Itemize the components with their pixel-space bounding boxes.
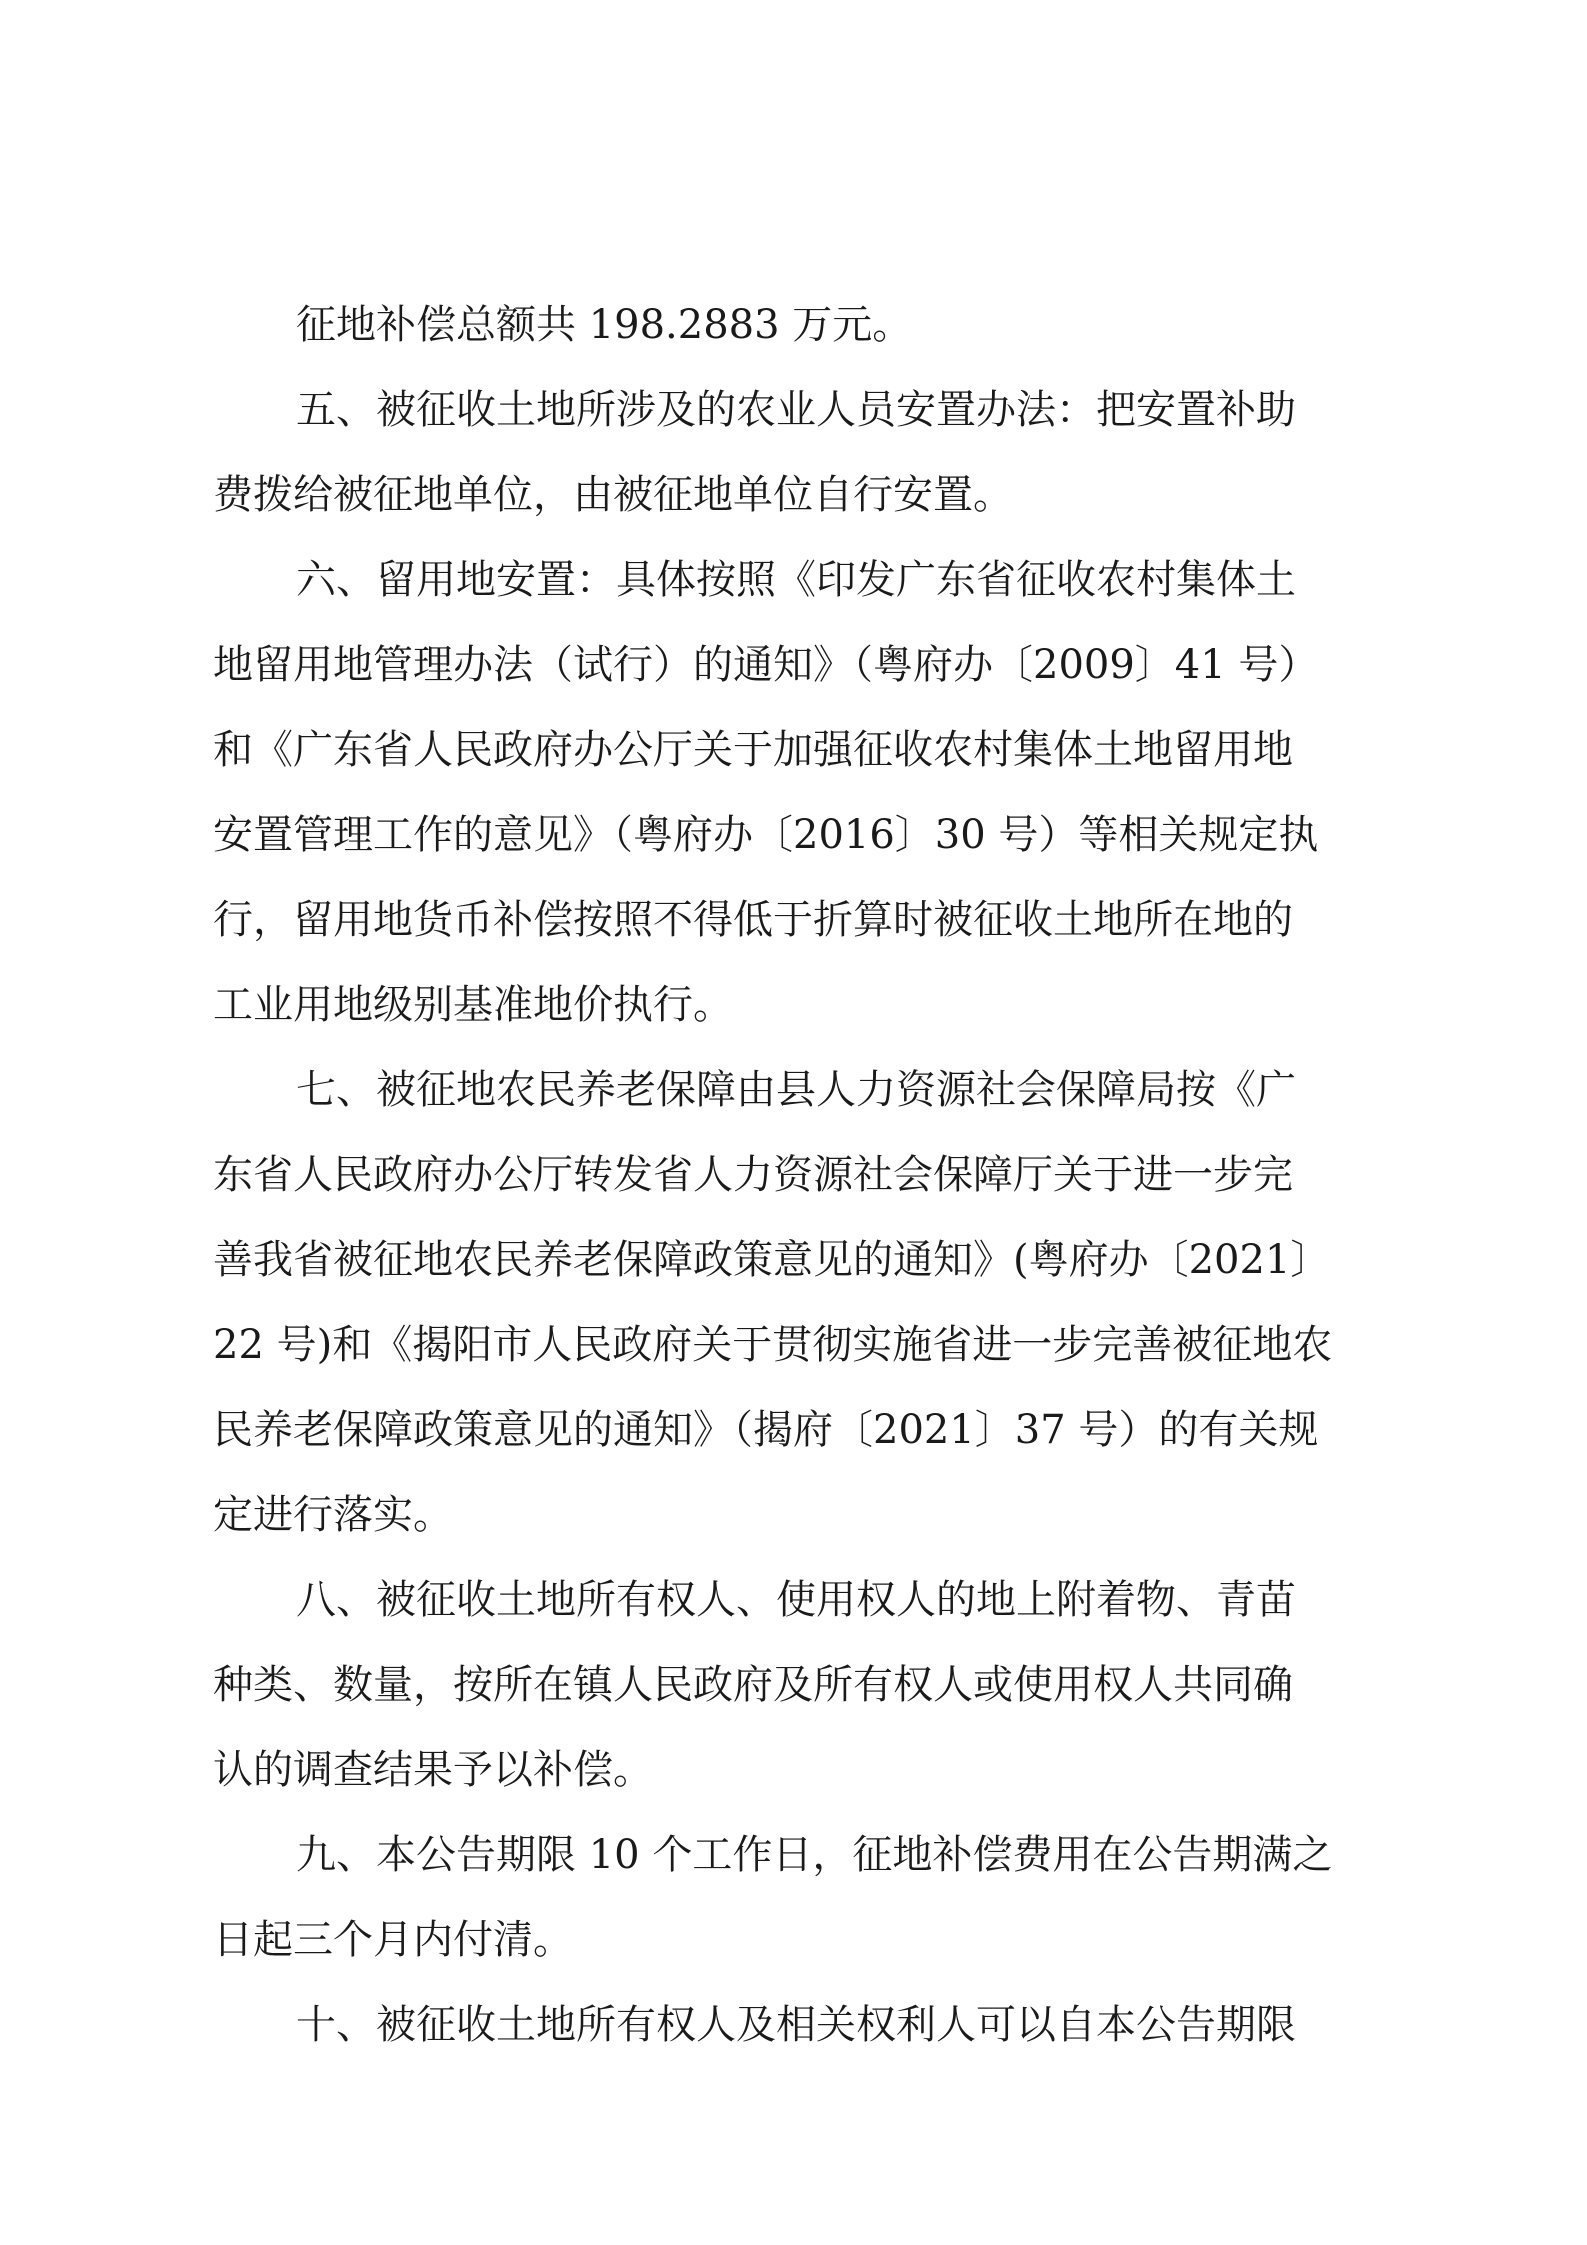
text-line: 十、被征收土地所有权人及相关权利人可以自本公告期限 bbox=[296, 2002, 1296, 2048]
text-line: 东省人民政府办公厅转发省人力资源社会保障厅关于进一步完 bbox=[213, 1152, 1293, 1198]
text-line: 八、被征收土地所有权人、使用权人的地上附着物、青苗 bbox=[296, 1577, 1296, 1623]
text-line: 种类、数量，按所在镇人民政府及所有权人或使用权人共同确 bbox=[213, 1662, 1293, 1708]
text-line: 费拨给被征地单位，由被征地单位自行安置。 bbox=[213, 472, 1013, 518]
text-line: 善我省被征地农民养老保障政策意见的通知》(粤府办〔2021〕 bbox=[213, 1237, 1331, 1283]
text-line: 日起三个月内付清。 bbox=[213, 1917, 573, 1963]
text-line: 六、留用地安置：具体按照《印发广东省征收农村集体土 bbox=[296, 557, 1296, 603]
text-line: 九、本公告期限 10 个工作日，征地补偿费用在公告期满之 bbox=[296, 1832, 1333, 1878]
text-line: 认的调查结果予以补偿。 bbox=[213, 1747, 653, 1793]
text-line: 定进行落实。 bbox=[213, 1492, 453, 1538]
text-line: 行，留用地货币补偿按照不得低于折算时被征收土地所在地的 bbox=[213, 897, 1293, 943]
text-line: 22 号)和《揭阳市人民政府关于贯彻实施省进一步完善被征地农 bbox=[213, 1322, 1333, 1368]
text-line: 七、被征地农民养老保障由县人力资源社会保障局按《广 bbox=[296, 1067, 1296, 1113]
text-line: 工业用地级别基准地价执行。 bbox=[213, 982, 733, 1028]
text-line: 和《广东省人民政府办公厅关于加强征收农村集体土地留用地 bbox=[213, 727, 1293, 773]
text-line: 征地补偿总额共 198.2883 万元。 bbox=[296, 302, 913, 348]
text-line: 地留用地管理办法（试行）的通知》（粤府办〔2009〕41 号） bbox=[213, 642, 1319, 688]
text-line: 安置管理工作的意见》（粤府办〔2016〕30 号）等相关规定执 bbox=[213, 812, 1319, 858]
text-line: 民养老保障政策意见的通知》（揭府〔2021〕37 号）的有关规 bbox=[213, 1407, 1319, 1453]
text-line: 五、被征收土地所涉及的农业人员安置办法：把安置补助 bbox=[296, 387, 1296, 433]
